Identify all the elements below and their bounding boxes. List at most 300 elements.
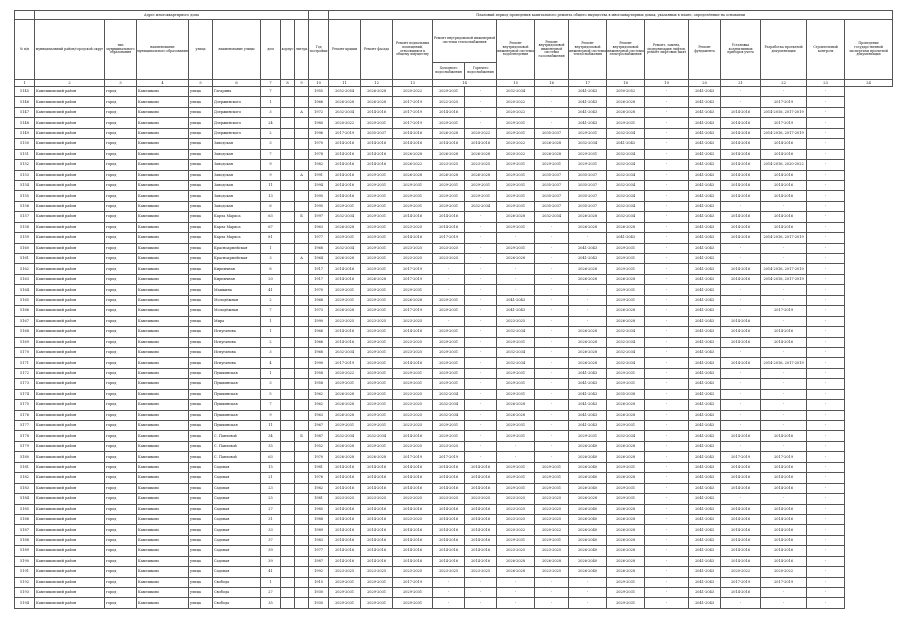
cell-row-number: 5170 [15,347,35,357]
cell-foundation-period: 2041-2043 [689,504,721,514]
cell-lift-period: - [645,201,689,211]
cell-year-built: 1989 [309,525,329,535]
cell-design-period: 2014-2016 [761,473,807,483]
cell-facade-period: 2029-2031 [361,233,393,243]
cell-sewer-period: 2020-2022 [497,107,535,117]
column-number-cell: 5 [189,80,213,87]
cell-street-type: улица [189,452,213,462]
cell-facade-period: 2014-2016 [361,462,393,472]
cell-building [281,400,295,410]
cell-district: Камешковский район [35,306,105,316]
cell-hot-water-period: - [465,316,497,326]
cell-lift-period: - [645,316,689,326]
cell-lift-period: - [645,233,689,243]
cell-foundation-period: 2041-2043 [689,389,721,399]
cell-control-period: - [807,243,845,253]
cell-foundation-period: 2041-2043 [689,462,721,472]
cell-house: 1 [261,316,281,326]
cell-roof-period: 2029-2031 [329,588,361,598]
cell-facade-period: 2023-2025 [361,494,393,504]
cell-street-type: улица [189,441,213,451]
cell-basement-period: 2023-2025 [393,347,433,357]
cell-foundation-period: 2041-2043 [689,598,721,608]
cell-sewer-period: 2029-2031 [497,128,535,138]
col-header-meters: Установка коллективных приборов учета [721,20,761,80]
cell-mo-name: Камешково [137,107,189,117]
cell-letter [295,504,309,514]
cell-house: 1 [261,327,281,337]
cell-mo-type: город [105,337,137,347]
cell-lift-period: - [645,191,689,201]
cell-building [281,222,295,232]
cell-district: Камешковский район [35,421,105,431]
table-row [15,118,893,128]
cell-basement-period: 2014-2016 [393,546,433,556]
cell-mo-type: город [105,254,137,264]
cell-building [281,494,295,504]
cell-basement-period: 2017-2019 [393,306,433,316]
cell-house: 9 [261,160,281,170]
cell-street-name: Испуганова [213,337,261,347]
cell-sewer-period: 2029-2031 [497,222,535,232]
cell-year-built: 1991 [309,170,329,180]
cell-facade-period: 2014-2016 [361,535,393,545]
cell-facade-period: 2029-2031 [361,327,393,337]
cell-letter [295,598,309,608]
cell-house: 39 [261,546,281,556]
cell-sewer-period: 2029-2031 [497,483,535,493]
cell-street-name: Красноармейская [213,243,261,253]
cell-roof-period: 2014-2016 [329,535,361,545]
cell-roof-period: 2014-2016 [329,191,361,201]
col-header-cold-water: Холодного водоснабжения [433,63,465,80]
cell-mo-name: Камешково [137,483,189,493]
cell-electric-period: 2029-2031 [607,494,645,504]
cell-control-period: - [807,368,845,378]
cell-meters-period: 2014-2016 [721,431,761,441]
cell-building [281,160,295,170]
table-row [15,128,893,138]
cell-electric-period: 2029-2031 [607,598,645,608]
cell-letter [295,525,309,535]
cell-street-type: улица [189,494,213,504]
cell-gas-period: 2023-2025 [535,494,569,504]
cell-meters-period: - [721,494,761,504]
column-number-cell: 22 [761,80,807,87]
cell-heat-period: 2026-2040 [569,483,607,493]
cell-street-type: улица [189,588,213,598]
cell-mo-type: город [105,483,137,493]
cell-mo-type: город [105,410,137,420]
cell-electric-period: 2032-2034 [607,347,645,357]
col-header-foundation: Ремонт фундамента [689,20,721,80]
cell-control-period: - [807,535,845,545]
cell-basement-period: 2029-2031 [393,368,433,378]
cell-design-period: 2017-2019 [761,97,807,107]
cell-building [281,441,295,451]
cell-electric-period: 2032-2034 [607,128,645,138]
cell-facade-period: 2029-2031 [361,295,393,305]
col-header-heat: Ремонт внутридомовой инженерной системы теплоснабжения [569,20,607,80]
cell-meters-period: - [721,347,761,357]
cell-house: 1 [261,368,281,378]
table-row [15,97,893,107]
cell-roof-period: 2020-2022 [329,118,361,128]
cell-meters-period: - [721,400,761,410]
cell-control-period: - [807,577,845,587]
cell-hot-water-period: 2029-2031 [465,191,497,201]
cell-street-name: Пушкинская [213,410,261,420]
cell-hot-water-period: 2023-2025 [465,494,497,504]
cell-building [281,295,295,305]
cell-building [281,535,295,545]
cell-row-number: 5151 [15,149,35,159]
cell-foundation-period: 2041-2043 [689,379,721,389]
cell-control-period: - [807,97,845,107]
cell-mo-name: Камешково [137,191,189,201]
cell-year-built: 1958 [309,368,329,378]
cell-mo-type: город [105,567,137,577]
cell-design-period: 2014-2016 [761,535,807,545]
cell-basement-period: 2023-2025 [393,243,433,253]
table-row [15,254,893,264]
cell-street-name: Свобода [213,588,261,598]
cell-hot-water-period: 2014-2016 [465,462,497,472]
cell-lift-period: - [645,410,689,420]
cell-gas-period: 2023-2025 [535,504,569,514]
cell-facade-period: 2029-2031 [361,212,393,222]
cell-facade-period: 2035-2037 [361,128,393,138]
cell-control-period: - [807,201,845,211]
cell-mo-type: город [105,233,137,243]
cell-year-built: 1966 [309,337,329,347]
cell-district: Камешковский район [35,358,105,368]
cell-letter [295,337,309,347]
cell-street-type: улица [189,149,213,159]
cell-sewer-period: - [497,264,535,274]
cell-meters-period: 2017-2019 [721,452,761,462]
cell-basement-period: 2023-2025 [393,337,433,347]
cell-electric-period: 2026-2028 [607,316,645,326]
cell-street-type: улица [189,243,213,253]
header-cell [15,11,35,20]
cell-street-name: С. Павловой [213,441,261,451]
cell-mo-type: город [105,368,137,378]
cell-mo-type: город [105,170,137,180]
cell-street-type: улица [189,577,213,587]
col-header-water: Ремонт внутридомовой инженерной системы теплоснабжения [433,20,497,63]
cell-electric-period: 2029-2031 [607,243,645,253]
cell-gas-period: 2023-2025 [535,546,569,556]
cell-lift-period: - [645,473,689,483]
cell-year-built: 1995 [309,191,329,201]
cell-lift-period: - [645,254,689,264]
cell-facade-period: 2029-2031 [361,222,393,232]
table-row [15,400,893,410]
cell-roof-period: 2023-2025 [329,494,361,504]
cell-district: Камешковский район [35,295,105,305]
cell-house: 31 [261,514,281,524]
cell-hot-water-period: 2014-2016 [465,535,497,545]
cell-cold-water-period: 2014-2016 [433,222,465,232]
cell-district: Камешковский район [35,87,105,97]
cell-heat-period: 2029-2031 [569,160,607,170]
cell-mo-name: Камешково [137,128,189,138]
table-row [15,212,893,222]
cell-street-type: улица [189,306,213,316]
cell-mo-type: город [105,107,137,117]
cell-gas-period: 2020-2022 [535,525,569,535]
cell-design-period: - [761,494,807,504]
cell-district: Камешковский район [35,160,105,170]
cell-lift-period: - [645,567,689,577]
table-row [15,233,893,243]
cell-foundation-period: 2041-2043 [689,588,721,598]
cell-mo-type: город [105,264,137,274]
cell-cold-water-period: 2023-2025 [433,254,465,264]
cell-row-number: 5175 [15,400,35,410]
cell-street-type: улица [189,285,213,295]
cell-house: 33 [261,525,281,535]
table-row [15,473,893,483]
cell-mo-type: город [105,379,137,389]
cell-sewer-period: 2023-2025 [497,316,535,326]
cell-mo-name: Камешково [137,170,189,180]
cell-meters-period: - [721,285,761,295]
cell-street-name: Садовая [213,535,261,545]
cell-control-period: - [807,588,845,598]
cell-district: Камешковский район [35,191,105,201]
cell-street-type: улица [189,233,213,243]
cell-district: Камешковский район [35,222,105,232]
cell-heat-period: 2026-2040 [569,567,607,577]
cell-cold-water-period: 2029-2031 [433,201,465,211]
cell-year-built: 1966 [309,97,329,107]
cell-foundation-period: 2041-2043 [689,421,721,431]
cell-foundation-period: 2041-2043 [689,107,721,117]
col-header-gas: Ремонт внутридомовой инженерной системы газоснабжения [535,20,569,80]
cell-control-period: - [807,212,845,222]
column-number-cell: 3 [105,80,137,87]
cell-gas-period: - [535,107,569,117]
cell-mo-type: город [105,525,137,535]
cell-letter [295,139,309,149]
cell-control-period: - [807,316,845,326]
cell-foundation-period: 2041-2043 [689,556,721,566]
cell-sewer-period: 2041-2043 [497,306,535,316]
cell-house: 37 [261,535,281,545]
cell-design-period: 2014-2016 [761,191,807,201]
cell-district: Камешковский район [35,118,105,128]
cell-district: Камешковский район [35,504,105,514]
cell-building [281,431,295,441]
cell-row-number: 5156 [15,201,35,211]
cell-cold-water-period: 2029-2031 [433,306,465,316]
cell-street-type: улица [189,462,213,472]
cell-hot-water-period: 2023-2025 [465,160,497,170]
cell-hot-water-period: - [465,212,497,222]
cell-gas-period: - [535,421,569,431]
cell-design-period: 2014-2016 [761,431,807,441]
cell-district: Камешковский район [35,567,105,577]
cell-street-type: улица [189,191,213,201]
cell-mo-type: город [105,87,137,97]
cell-row-number: 5145 [15,87,35,97]
cell-facade-period: 2029-2031 [361,264,393,274]
cell-control-period: - [807,379,845,389]
cell-design-period: - [761,316,807,326]
cell-hot-water-period: 2026-2028 [465,170,497,180]
cell-letter [295,441,309,451]
cell-year-built: 1968 [309,295,329,305]
table-row [15,337,893,347]
cell-foundation-period: 2041-2043 [689,212,721,222]
cell-hot-water-period: 2029-2031 [465,180,497,190]
cell-letter [295,588,309,598]
cell-heat-period: 2041-2043 [569,400,607,410]
cell-foundation-period: 2041-2043 [689,327,721,337]
cell-hot-water-period: - [465,588,497,598]
cell-letter [295,306,309,316]
cell-gas-period: 2029-2031 [535,462,569,472]
cell-street-type: улица [189,358,213,368]
cell-gas-period: - [535,87,569,97]
cell-row-number: 5188 [15,535,35,545]
cell-roof-period: 2032-2034 [329,212,361,222]
cell-sewer-period: 2032-2034 [497,347,535,357]
cell-roof-period: 2014-2016 [329,473,361,483]
cell-roof-period: 2026-2028 [329,389,361,399]
cell-control-period: - [807,170,845,180]
cell-street-name: Заводская [213,191,261,201]
cell-gas-period: 2026-2028 [535,556,569,566]
cell-meters-period: 2014-2016 [721,149,761,159]
col-header-street-type: улица [189,20,213,80]
cell-mo-name: Камешково [137,462,189,472]
cell-cold-water-period: 2029-2031 [433,327,465,337]
cell-mo-name: Камешково [137,87,189,97]
cell-gas-period: - [535,264,569,274]
cell-cold-water-period: 2023-2025 [433,160,465,170]
cell-row-number: 5171 [15,358,35,368]
cell-sewer-period: 2029-2031 [497,462,535,472]
column-number-cell: 11 [329,80,361,87]
cell-sewer-period: 2029-2031 [497,421,535,431]
cell-sewer-period: 2029-2031 [497,473,535,483]
cell-cold-water-period: 2023-2025 [433,567,465,577]
cell-row-number: 5159 [15,233,35,243]
cell-row-number: 5155 [15,191,35,201]
cell-design-period: 2017-2019 [761,452,807,462]
cell-cold-water-period: 2014-2016 [433,504,465,514]
cell-letter [295,295,309,305]
table-row [15,556,893,566]
col-header-lifts: Ремонт, замена, модернизация лифтов, ремонт лифтовых шахт [645,20,689,80]
cell-letter [295,514,309,524]
cell-sewer-period: 2029-2031 [497,243,535,253]
cell-basement-period: 2014-2016 [393,504,433,514]
cell-gas-period: - [535,274,569,284]
cell-mo-name: Камешково [137,514,189,524]
table-row [15,504,893,514]
cell-basement-period: 2023-2025 [393,421,433,431]
cell-cold-water-period: 2029-2031 [433,180,465,190]
cell-mo-name: Камешково [137,285,189,295]
cell-basement-period: 2014-2016 [393,431,433,441]
cell-street-name: Пушкинская [213,421,261,431]
cell-row-number: 5182 [15,473,35,483]
cell-house: 39 [261,556,281,566]
cell-control-period: - [807,556,845,566]
cell-row-number: 5154 [15,180,35,190]
cell-mo-type: город [105,128,137,138]
column-number-cell: 15 [497,80,535,87]
cell-street-type: улица [189,514,213,524]
cell-electric-period: 2026-2028 [607,473,645,483]
cell-mo-name: Камешково [137,149,189,159]
cell-row-number: 5168 [15,327,35,337]
cell-roof-period: 2029-2031 [329,201,361,211]
cell-cold-water-period: 2014-2016 [433,462,465,472]
cell-control-period: - [807,431,845,441]
cell-district: Камешковский район [35,201,105,211]
table-row [15,567,893,577]
cell-design-period: - [761,588,807,598]
cell-year-built: 1917 [309,274,329,284]
cell-mo-type: город [105,212,137,222]
cell-design-period: - [761,347,807,357]
cell-basement-period: 2017-2019 [393,107,433,117]
cell-electric-period: 2026-2028 [607,97,645,107]
cell-district: Камешковский район [35,149,105,159]
cell-cold-water-period: 2014-2016 [433,525,465,535]
cell-lift-period: - [645,285,689,295]
cell-hot-water-period: 2014-2016 [465,525,497,535]
cell-meters-period: - [721,295,761,305]
cell-electric-period: 2032-2034 [607,358,645,368]
cell-gas-period: 2029-2031 [535,160,569,170]
cell-street-type: улица [189,400,213,410]
cell-year-built: 1990 [309,316,329,326]
cell-roof-period: 2014-2016 [329,483,361,493]
col-header-house: дом [261,20,281,80]
cell-meters-period: 2014-2016 [721,358,761,368]
cell-row-number: 5164 [15,285,35,295]
cell-heat-period: 2041-2043 [569,243,607,253]
cell-cold-water-period: - [433,274,465,284]
cell-meters-period: - [721,243,761,253]
cell-gas-period: - [535,358,569,368]
cell-sewer-period: 2029-2031 [497,118,535,128]
cell-gas-period: - [535,577,569,587]
cell-row-number: 5180 [15,452,35,462]
cell-building [281,201,295,211]
cell-cold-water-period: 2023-2025 [433,243,465,253]
cell-basement-period: 2023-2025 [393,410,433,420]
cell-house: 35 [261,598,281,608]
cell-heat-period: - [569,577,607,587]
cell-mo-name: Камешково [137,598,189,608]
cell-heat-period: 2026-2040 [569,473,607,483]
cell-mo-name: Камешково [137,327,189,337]
cell-row-number: 5158 [15,222,35,232]
column-number-cell: 2 [35,80,105,87]
cell-building [281,337,295,347]
cell-district: Камешковский район [35,254,105,264]
cell-roof-period: 2014-2016 [329,504,361,514]
cell-electric-period: 2029-2031 [607,368,645,378]
cell-mo-name: Камешково [137,588,189,598]
